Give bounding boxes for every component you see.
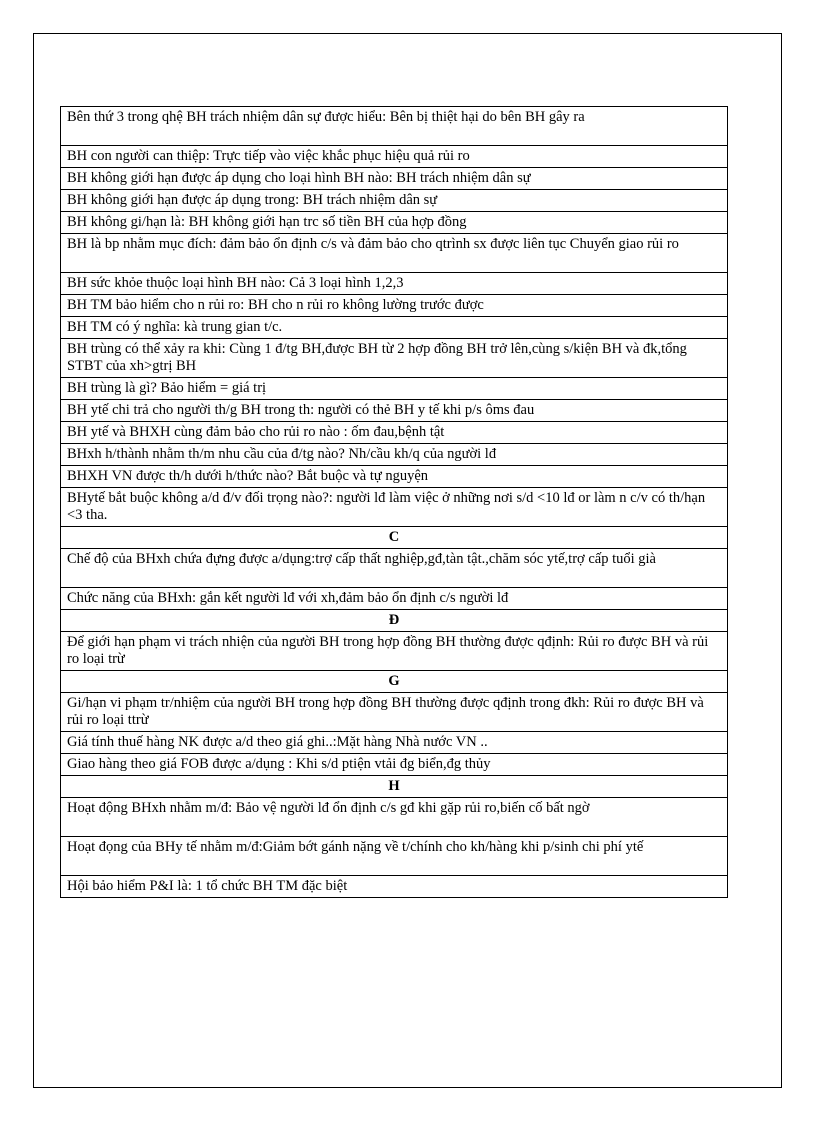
table-cell: BH là bp nhằm mục đích: đảm bảo ổn định c/s và đảm bảo cho qtrình sx được liên tục Chuyển giao rủi ro [61,234,728,273]
table-row [61,339,728,378]
table-row [61,190,728,212]
table-cell: BH trùng là gì? Bảo hiểm = giá trị [61,378,728,400]
table-cell: Bên thứ 3 trong qhệ BH trách nhiệm dân sự được hiểu: Bên bị thiệt hại do bên BH gây ra [61,107,728,146]
table-row [61,732,728,754]
table-cell: BH TM bảo hiểm cho n rủi ro: BH cho n rủi ro không lường trước được [61,295,728,317]
table-cell: Chế độ của BHxh chứa đựng được a/dụng:trợ cấp thất nghiệp,gđ,tàn tật.,chăm sóc ytế,trợ cấp tuổi già [61,549,728,588]
table-cell: BHxh h/thành nhằm th/m nhu cầu của đ/tg nào? Nh/cầu kh/q của người lđ [61,444,728,466]
section-letter: Đ [61,610,728,632]
table-cell: Giao hàng theo giá FOB được a/dụng : Khi s/d ptiện vtải đg biển,đg thủy [61,754,728,776]
table-row [61,378,728,400]
table-row [61,632,728,671]
table-row [61,466,728,488]
table-row [61,754,728,776]
table-cell: BH không giới hạn được áp dụng trong: BH trách nhiệm dân sự [61,190,728,212]
table-cell: BHXH VN được th/h dưới h/thức nào? Bắt buộc và tự nguyện [61,466,728,488]
table-row [61,168,728,190]
table-cell: Giá tính thuế hàng NK được a/d theo giá ghi..:Mặt hàng Nhà nước VN .. [61,732,728,754]
table-cell: Gi/hạn vi phạm tr/nhiệm của người BH trong hợp đồng BH thường được qđịnh trong đkh: Rủi ro được BH và rủi ro loại ttrừ [61,693,728,732]
table-row [61,444,728,466]
table-row [61,400,728,422]
table-row [61,837,728,876]
table-cell: Hội bảo hiểm P&I là: 1 tổ chức BH TM đặc biệt [61,876,728,898]
section-header-row [61,527,728,549]
table-row [61,488,728,527]
table-cell: Hoạt đọng của BHy tế nhằm m/đ:Giảm bớt gánh nặng về t/chính cho kh/hàng khi p/sinh chi phí ytế [61,837,728,876]
table-cell: Chức năng của BHxh: gắn kết người lđ với xh,đảm bảo ổn định c/s người lđ [61,588,728,610]
table-row [61,549,728,588]
table-cell: Để giới hạn phạm vi trách nhiện của người BH trong hợp đồng BH thường được qđịnh: Rủi ro được BH và rủi ro loại trừ [61,632,728,671]
table-cell: BH ytế chi trả cho người th/g BH trong th: người có thẻ BH y tế khi p/s ôms đau [61,400,728,422]
table-cell: BH trùng có thể xảy ra khi: Cùng 1 đ/tg BH,được BH từ 2 hợp đồng BH trở lên,cùng s/kiện BH và đk,tổng STBT của xh>gtrị BH [61,339,728,378]
section-header-row [61,671,728,693]
section-header-row [61,610,728,632]
section-letter: C [61,527,728,549]
qa-table [60,106,728,898]
table-row [61,146,728,168]
section-letter: G [61,671,728,693]
table-row [61,107,728,146]
table-row [61,234,728,273]
table-cell: BH sức khỏe thuộc loại hình BH nào: Cả 3 loại hình 1,2,3 [61,273,728,295]
table-cell: BH ytế và BHXH cùng đảm bảo cho rủi ro nào : ốm đau,bệnh tật [61,422,728,444]
table-row [61,295,728,317]
table-cell: BH TM có ý nghĩa: kà trung gian t/c. [61,317,728,339]
table-cell: BH không gi/hạn là: BH không giới hạn trc số tiền BH của hợp đồng [61,212,728,234]
table-row [61,422,728,444]
table-cell: BH không giới hạn được áp dụng cho loại hình BH nào: BH trách nhiệm dân sự [61,168,728,190]
table-row [61,588,728,610]
table-cell: BH con người can thiệp: Trực tiếp vào việc khắc phục hiệu quả rủi ro [61,146,728,168]
table-row [61,273,728,295]
table-row [61,876,728,898]
table-cell: BHytế bắt buộc không a/d đ/v đối trọng nào?: người lđ làm việc ở những nơi s/d <10 lđ or làm n c/v có th/hạn <3 tha. [61,488,728,527]
table-cell: Hoạt động BHxh nhằm m/đ: Bảo vệ người lđ ổn định c/s gđ khi gặp rủi ro,biến cố bất ngờ [61,798,728,837]
table-row [61,212,728,234]
section-letter: H [61,776,728,798]
table-row [61,693,728,732]
section-header-row [61,776,728,798]
table-row [61,798,728,837]
table-row [61,317,728,339]
